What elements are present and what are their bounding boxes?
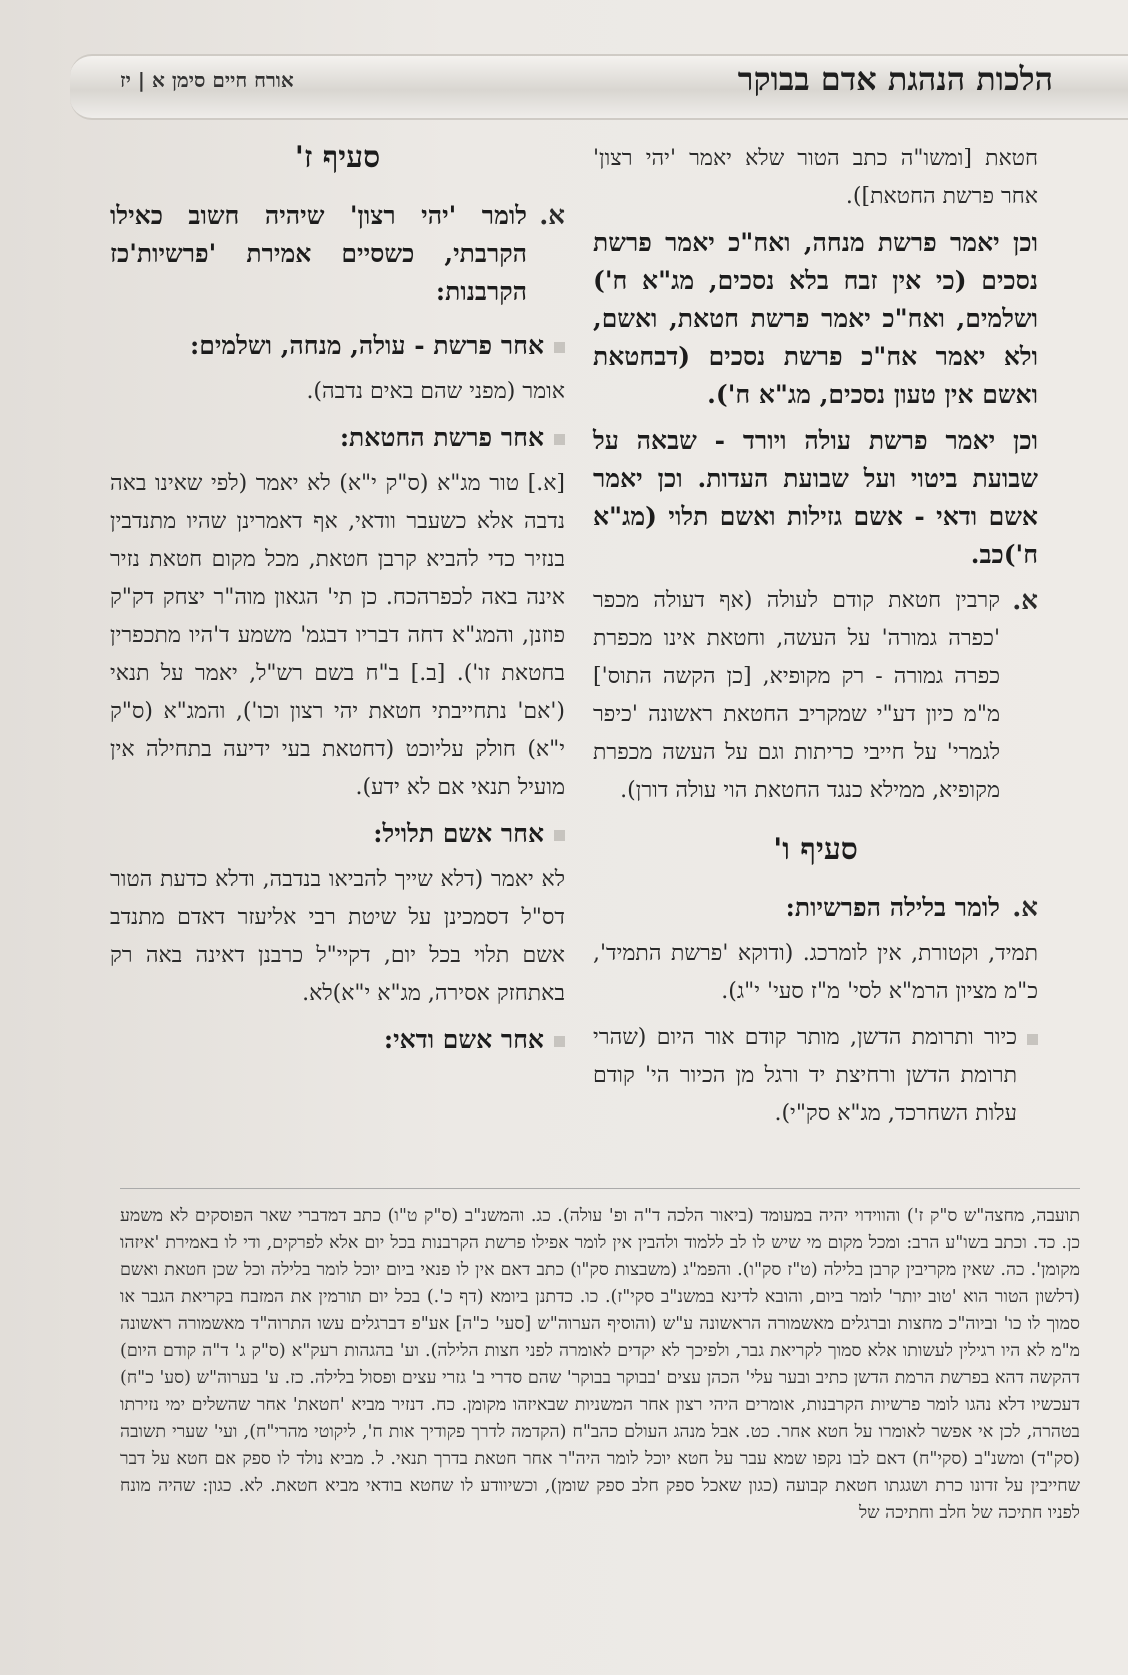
item-letter: א. bbox=[539, 201, 565, 231]
paragraph: וכן יאמר פרשת מנחה, ואח"כ יאמר פרשת נסכים (כי אין זבח בלא נסכים, מג"א ח') ושלמים, ואח"כ יאמר פרשת חטאת, ואשם, ולא יאמר אח"כ פרשת נסכים (דבחטאת ואשם אין טעון נסכים, מג"א ח'). bbox=[593, 228, 1038, 409]
bullet-square-icon bbox=[554, 434, 565, 445]
paragraph: לא יאמר (דלא שייך להביאו בנדבה, ודלא כדעת הטור דס"ל דסמכינן על שיטת רבי אליעזר דאדם מתנדב אשם תלוי בכל יום, דקיי"ל כרבנן דאינה באה רק באתחזק אסירה, מג"א י"א)לא. bbox=[110, 867, 565, 1006]
right-column bbox=[593, 140, 1038, 1149]
bullet-heading: אחר פרשת - עולה, מנחה, ושלמים: bbox=[190, 331, 544, 360]
item-a bbox=[593, 582, 1038, 818]
paragraph: וכן יאמר פרשת עולה ויורד - שבאה על שבועת ביטוי ועל שבועת העדות. וכן יאמר אשם ודאי - אשם גזילות ואשם תלוי (מג"א ח')כב. bbox=[593, 426, 1038, 569]
running-header bbox=[70, 40, 1128, 120]
header-title: הלכות הנהגת אדם בבוקר bbox=[737, 60, 1053, 98]
bullet-square-icon bbox=[1027, 1034, 1038, 1045]
bullet-square-icon bbox=[554, 342, 565, 353]
section-heading: סעיף ז' bbox=[294, 140, 381, 175]
bullet-item bbox=[110, 815, 565, 853]
footnote-divider bbox=[120, 1188, 1080, 1189]
header-reference: אורח חיים סימן א | יז bbox=[120, 68, 294, 92]
footnotes: תועבה, מחצה"ש ס"ק ז') והווידוי יהיה במעומד (ביאור הלכה ד"ה ופ' עולה). כג. והמשנ"ב (ס"ק ט"ו) כתב דמדברי שאר הפוסקים לא משמע כן. כד. וכתב בשו"ע הרב: ומכל מקום מי שיש לו לב ללמוד ולהבין אין לומר אפילו פרשת הקרבנות בכל יום אלא לפרקים, ודי לו באמירת 'איזהו מקומן'. כה. שאין מקריבין קרבן בלילה (ט"ז סק"ו). והפמ"ג (משבצות סק"ו) כתב דאם אין לו פנאי ביום יוכל לומר בלילה וכל שכן חטאת ואשם (דלשון הטור הוא 'טוב יותר' לומר ביום, והובא לדינא במשנ"ב סקי"ז). כו. כדתנן ביומא (דף כ'.) בכל יום תורמין את המזבח בקריאת הגבר או סמוך לו כו' וביוה"כ מחצות וברגלים מאשמורה הראשונה ע"ש (והוסיף הערוה"ש [סעי' כ"ה] אע"פ דברגלים עשו התרוה"ד מאשמורה ראשונה מ"מ לא היו רגילין לעשותו אלא סמוך לקריאת גבר, ולפיכך לא יקדים לאומרה לפני חצות הלילה). וע' בהגהות רעק"א (ס"ק ג' ד"ה קודם היום) דהקשה דהא בפרשת הרמת הדשן כתיב ובער עלי' הכהן עצים 'בבוקר בבוקר' שהם סדרי ב' גזרי עצים ופסול בלילה. כז. ע' בערוה"ש (סע' כ"ח) דעכשיו דלא נהגו לומר פרשיות הקרבנות, אומרים היהי רצון אחר המשניות שבאיזהו מקומן. כח. דנזיר מביא 'חטאת' אחר שהשלים ימי נזירתו בטהרה, לכן אי אפשר לאומרו על חטא אחר. כט. אבל מנהג העולם כהב"ח (הקדמה לדרך פקודיך אות ח', ליקוטי מהרי"ח), ועי' שערי תשובה (סק"ד) ומשנ"ב (סקי"ח) דאם לבו נקפו שמא עבר על חטא יוכל לומר היה"ר אחר חטאת בדרך תנאי. ל. מביא נולד לו ספק אם חטא על דבר שחייבין על זדונו כרת ושגגתו חטאת קבועה (כגון שאכל ספק חלב ספק שומן), וכשיוודע לו שחטא בודאי מביא חטאת. לא. כגון: שהיה מונח לפניו חתיכה של חלב וחתיכה של bbox=[120, 1206, 1080, 1523]
paragraph: תמיד, וקטורת, אין לומרכג. (ודוקא 'פרשת התמיד', כ"מ מציון הרמ"א לסי' מ"ז סעי' י"ג). bbox=[593, 941, 1038, 1004]
paragraph: קרבין חטאת קודם לעולה (אף דעולה מכפר 'כפרה גמורה' על העשה, וחטאת אינו מכפרת כפרה גמורה - רק מקופיא, [כן הקשה התוס'] מ"מ כיון דע"י שמקריב החטאת ראשונה 'כיפר לגמרי' על חייבי כריתות וגם על העשה מכפרת מקופיא, ממילא כנגד החטאת הוי עולה דורן). bbox=[593, 588, 1000, 803]
section-heading: סעיף ו' bbox=[773, 832, 858, 867]
item-letter: א. bbox=[1012, 893, 1038, 923]
bullet-item bbox=[110, 327, 565, 365]
item-heading: לומר 'יהי רצון' שיהיה חשוב כאילו הקרבתי, כשסיים אמירת 'פרשיות'כז הקרבנות: bbox=[110, 201, 527, 306]
item-heading: לומר בלילה הפרשיות: bbox=[785, 893, 1000, 922]
bullet-heading: אחר אשם תלויל: bbox=[373, 819, 544, 848]
bullet-square-icon bbox=[554, 1036, 565, 1047]
left-column bbox=[110, 140, 565, 1067]
paragraph: [א.] טור מג"א (ס"ק י"א) לא יאמר (לפי שאינו באה נדבה אלא כשעבר וודאי, אף דאמרינן שהיו מתנדבין בנזיר כדי להביא קרבן חטאת, מכל מקום חטאת נזיר אינה באה לכפרהכח. כן תי' הגאון מוה"ר יצחק דק"ק פוזנן, והמג"א דחה דבריו דבגמ' משמע ד'היו מתכפרין בחטאת זו'). [ב.] ב"ח בשם רש"ל, יאמר על תנאי ('אם' נתחייבתי חטאת יהי רצון וכו'), והמג"א (ס"ק י"א) חולק עליוכט (דחטאת בעי ידיעה בתחילה אין מועיל תנאי אם לא ידע). bbox=[110, 471, 565, 800]
bullet-square-icon bbox=[554, 830, 565, 841]
paragraph: אומר (מפני שהם באים נדבה). bbox=[306, 379, 565, 404]
item-a bbox=[593, 889, 1038, 935]
paragraph: חטאת [ומשו"ה כתב הטור שלא יאמר 'יהי רצון' אחר פרשת החטאת]). bbox=[593, 146, 1038, 209]
item-a bbox=[110, 197, 565, 319]
bullet-heading: אחר אשם ודאי: bbox=[383, 1025, 544, 1054]
bullet-item bbox=[110, 1021, 565, 1059]
item-letter: א. bbox=[1012, 586, 1038, 616]
bullet-item bbox=[110, 419, 565, 457]
bullet-heading: אחר פרשת החטאת: bbox=[339, 423, 544, 452]
bullet-item bbox=[593, 1019, 1038, 1141]
paragraph: כיור ותרומת הדשן, מותר קודם אור היום (שהרי תרומת הדשן ורחיצת יד ורגל מן הכיור הי' קודם עלות השחרכד, מג"א סק"י). bbox=[593, 1025, 1017, 1126]
